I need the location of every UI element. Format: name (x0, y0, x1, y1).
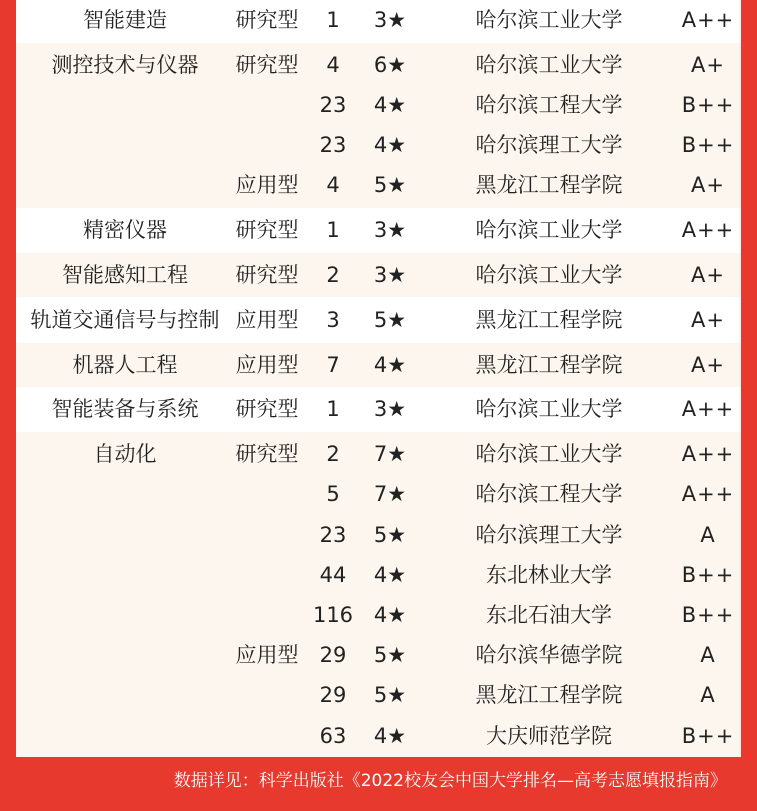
stars-cell: 4★ (373, 723, 407, 748)
type-cell: 研究型 (235, 218, 299, 243)
rank-cell: 29 (319, 683, 347, 708)
grade-cell: A++ (681, 442, 735, 467)
major-cell: 自动化 (93, 442, 157, 467)
rank-cell: 1 (326, 397, 340, 422)
stars-cell: 7★ (373, 482, 407, 507)
school-cell: 哈尔滨理工大学 (475, 133, 623, 158)
grade-cell: A+ (691, 307, 725, 332)
major-cell: 机器人工程 (72, 352, 178, 377)
stars-cell: 4★ (373, 93, 407, 117)
school-cell: 黑龙江工程学院 (475, 352, 623, 377)
school-cell: 哈尔滨工程大学 (475, 93, 623, 117)
type-cell (231, 125, 303, 165)
rank-cell: 1 (326, 218, 340, 243)
rank-cell: 23 (319, 522, 347, 547)
rank-cell: 2 (326, 442, 340, 467)
stars-cell: 5★ (373, 643, 407, 668)
major-cell (16, 555, 234, 595)
rank-cell: 7 (326, 352, 340, 377)
stars-cell: 5★ (373, 522, 407, 547)
grade-cell: A (700, 683, 716, 708)
type-cell: 研究型 (235, 442, 299, 467)
grade-cell: B++ (681, 562, 735, 587)
rank-cell: 4 (326, 173, 340, 198)
type-cell (231, 474, 303, 514)
source-note: 数据详见：科学出版社《2022校友会中国大学排名—高考志愿填报指南》 (173, 771, 727, 791)
rank-cell: 116 (312, 603, 354, 627)
stars-cell: 3★ (373, 263, 407, 287)
major-cell: 智能装备与系统 (51, 397, 199, 422)
rank-cell: 1 (326, 8, 340, 32)
major-cell (16, 716, 234, 756)
major-cell (16, 85, 234, 125)
grade-cell: A+ (691, 52, 725, 77)
major-cell (16, 125, 234, 165)
stars-cell: 3★ (373, 397, 407, 422)
rank-cell: 63 (319, 723, 347, 748)
grade-cell: B++ (681, 133, 735, 158)
major-cell: 精密仪器 (83, 218, 167, 243)
grade-cell: A++ (681, 218, 735, 243)
major-cell (16, 675, 234, 715)
school-cell: 哈尔滨华德学院 (475, 643, 623, 668)
major-cell (16, 165, 234, 205)
rank-cell: 5 (326, 482, 340, 507)
rank-cell: 23 (319, 133, 347, 158)
school-cell: 哈尔滨工业大学 (475, 8, 623, 32)
school-cell: 哈尔滨理工大学 (475, 522, 623, 547)
grade-cell: A (700, 522, 716, 547)
grade-cell: A++ (681, 397, 735, 422)
major-cell (16, 595, 234, 635)
school-cell: 黑龙江工程学院 (475, 307, 623, 332)
stars-cell: 4★ (373, 562, 407, 587)
major-cell (16, 635, 234, 675)
school-cell: 黑龙江工程学院 (475, 683, 623, 708)
grade-cell: A+ (691, 173, 725, 198)
grade-cell: A++ (681, 8, 735, 32)
grade-cell: A++ (681, 482, 735, 507)
school-cell: 哈尔滨工程大学 (475, 482, 623, 507)
stars-cell: 6★ (373, 52, 407, 77)
rank-cell: 2 (326, 263, 340, 287)
major-cell: 测控技术与仪器 (51, 52, 199, 77)
type-cell: 研究型 (235, 397, 299, 422)
type-cell (231, 515, 303, 555)
grade-cell: B++ (681, 603, 735, 627)
rank-cell: 44 (319, 562, 347, 587)
type-cell: 应用型 (235, 173, 299, 198)
school-cell: 哈尔滨工业大学 (475, 263, 623, 287)
type-cell (231, 675, 303, 715)
rank-cell: 4 (326, 52, 340, 77)
grade-cell: B++ (681, 723, 735, 748)
grade-cell: B++ (681, 93, 735, 117)
school-cell: 哈尔滨工业大学 (475, 397, 623, 422)
rank-cell: 3 (326, 307, 340, 332)
type-cell (231, 595, 303, 635)
stars-cell: 7★ (373, 442, 407, 467)
rank-cell: 23 (319, 93, 347, 117)
major-cell (16, 474, 234, 514)
school-cell: 东北林业大学 (486, 562, 612, 587)
grade-cell: A (700, 643, 716, 668)
stars-cell: 3★ (373, 8, 407, 32)
ranking-table (16, 0, 741, 757)
stars-cell: 4★ (373, 133, 407, 158)
stars-cell: 5★ (373, 173, 407, 198)
type-cell: 应用型 (235, 352, 299, 377)
type-cell (231, 555, 303, 595)
school-cell: 哈尔滨工业大学 (475, 442, 623, 467)
type-cell: 研究型 (235, 8, 299, 32)
major-cell: 智能建造 (83, 8, 167, 32)
type-cell: 应用型 (235, 307, 299, 332)
type-cell: 研究型 (235, 263, 299, 287)
type-cell (231, 85, 303, 125)
school-cell: 黑龙江工程学院 (475, 173, 623, 198)
type-cell: 研究型 (235, 52, 299, 77)
school-cell: 大庆师范学院 (486, 723, 612, 748)
school-cell: 哈尔滨工业大学 (475, 218, 623, 243)
school-cell: 哈尔滨工业大学 (475, 52, 623, 77)
grade-cell: A+ (691, 352, 725, 377)
major-cell: 轨道交通信号与控制 (30, 307, 220, 332)
stars-cell: 3★ (373, 218, 407, 243)
stars-cell: 5★ (373, 307, 407, 332)
major-cell (16, 515, 234, 555)
stars-cell: 5★ (373, 683, 407, 708)
grade-cell: A+ (691, 263, 725, 287)
school-cell: 东北石油大学 (486, 603, 612, 627)
major-cell: 智能感知工程 (62, 263, 188, 287)
rank-cell: 29 (319, 643, 347, 668)
stars-cell: 4★ (373, 352, 407, 377)
type-cell (231, 716, 303, 756)
stars-cell: 4★ (373, 603, 407, 627)
type-cell: 应用型 (235, 643, 299, 668)
